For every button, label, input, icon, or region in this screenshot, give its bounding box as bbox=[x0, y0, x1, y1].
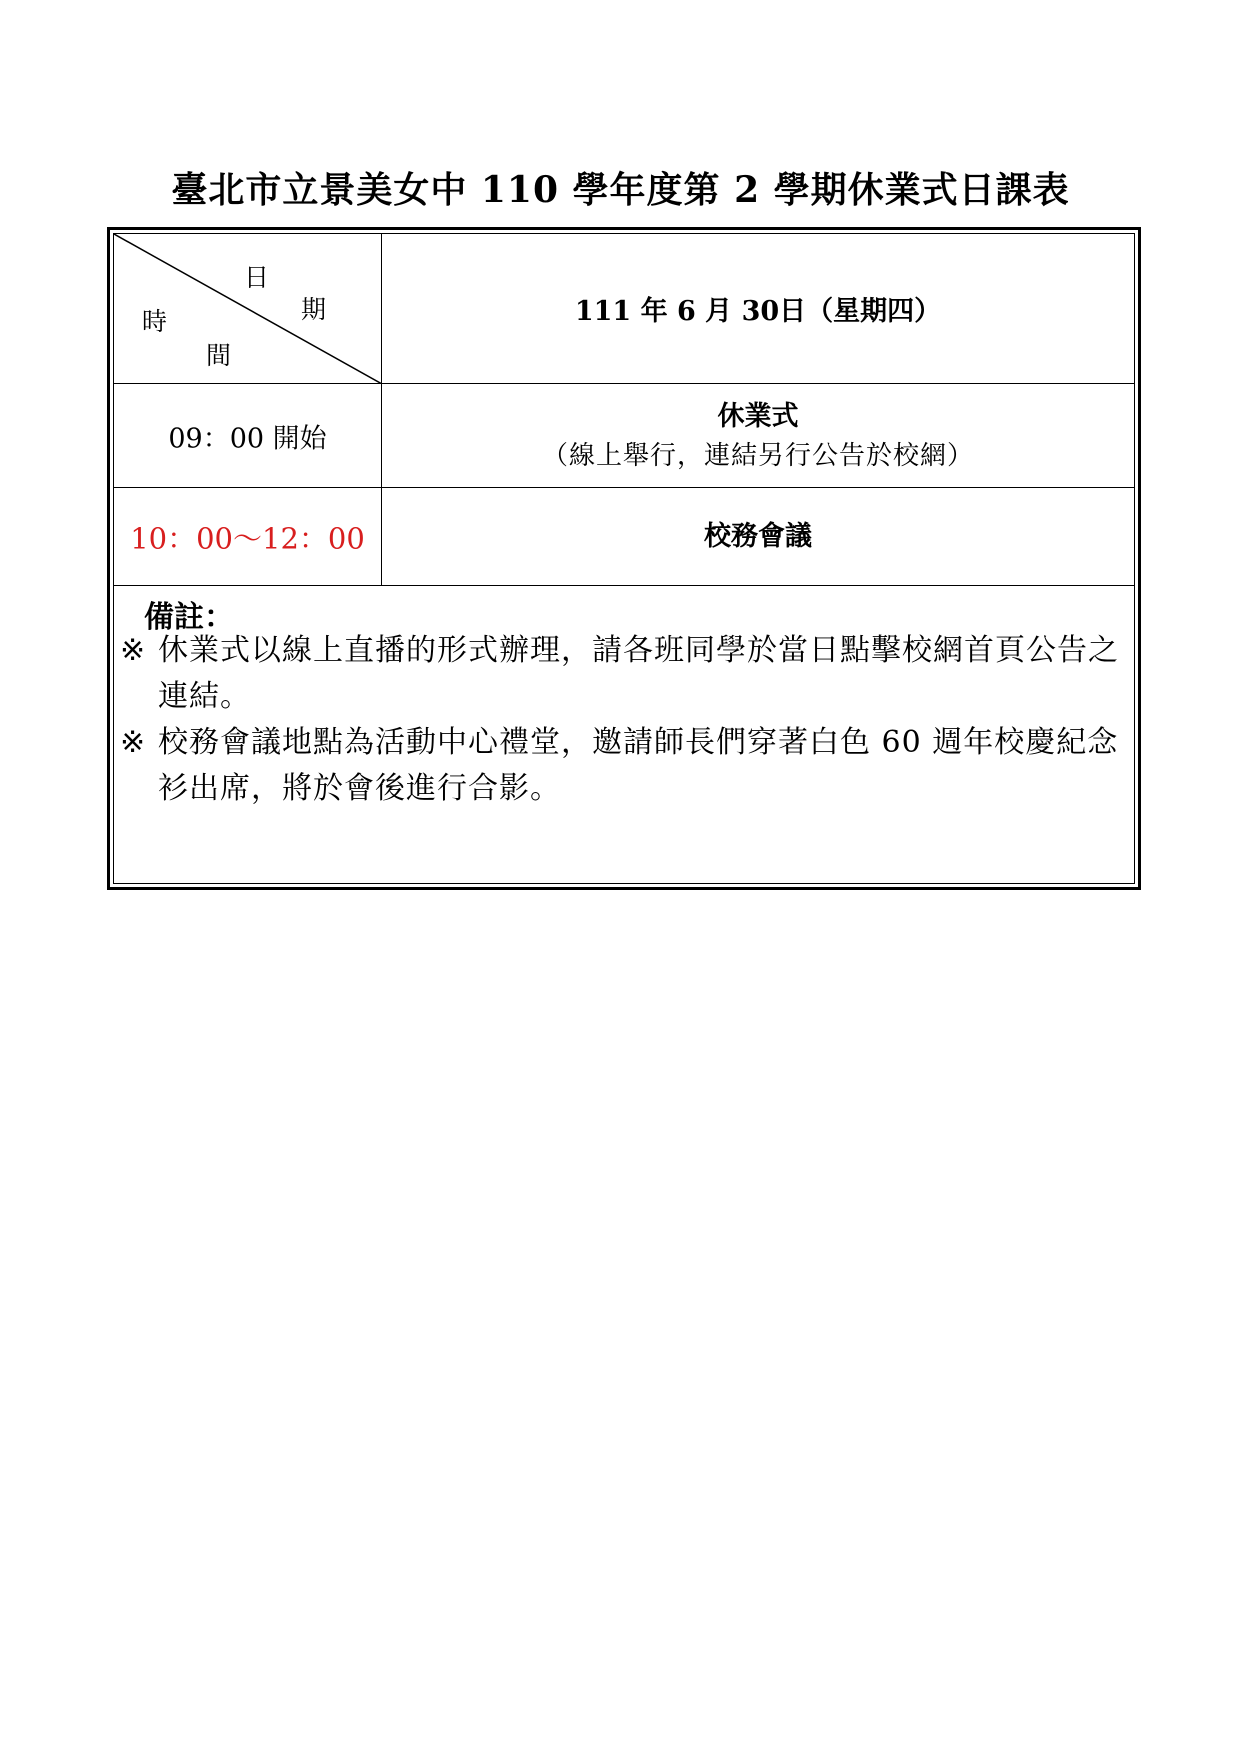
corner-label-time-left: 時 bbox=[142, 307, 168, 336]
schedule-table bbox=[107, 227, 1141, 890]
schedule-row bbox=[114, 384, 1134, 488]
time-value: 09：00 開始 bbox=[168, 423, 327, 454]
corner-header-cell bbox=[114, 234, 382, 383]
date-cell bbox=[382, 234, 1134, 383]
note-item bbox=[120, 720, 1122, 812]
time-cell bbox=[114, 488, 382, 585]
page-title: 臺北市立景美女中 110 學年度第 2 學期休業式日課表 bbox=[171, 169, 1070, 211]
note-text: 休業式以線上直播的形式辦理，請各班同學於當日點擊校網首頁公告之連結。 bbox=[158, 633, 1119, 714]
notes-heading: 備註： bbox=[144, 600, 234, 635]
time-value: 10：00～12：00 bbox=[130, 521, 365, 555]
event-detail: （線上舉行，連結另行公告於校網） bbox=[541, 440, 974, 471]
header-row bbox=[114, 234, 1134, 384]
notes-section bbox=[114, 586, 1134, 883]
note-item bbox=[120, 628, 1122, 720]
corner-label-date-top: 日 bbox=[244, 263, 270, 292]
event-title: 校務會議 bbox=[704, 520, 812, 552]
event-title: 休業式 bbox=[717, 400, 799, 432]
date-value: 111 年 6 月 30日（星期四） bbox=[574, 296, 942, 327]
corner-label-date-right: 期 bbox=[301, 295, 327, 324]
reference-mark: ※ bbox=[120, 633, 147, 668]
event-cell bbox=[382, 384, 1134, 487]
corner-label-time-bottom: 間 bbox=[206, 341, 232, 370]
note-text: 校務會議地點為活動中心禮堂，邀請師長們穿著白色 60 週年校慶紀念衫出席，將於會後進行合影。 bbox=[158, 725, 1119, 806]
schedule-row bbox=[114, 488, 1134, 586]
reference-mark: ※ bbox=[120, 725, 147, 760]
time-cell bbox=[114, 384, 382, 487]
schedule-table-inner bbox=[113, 233, 1135, 884]
event-cell bbox=[382, 488, 1134, 585]
